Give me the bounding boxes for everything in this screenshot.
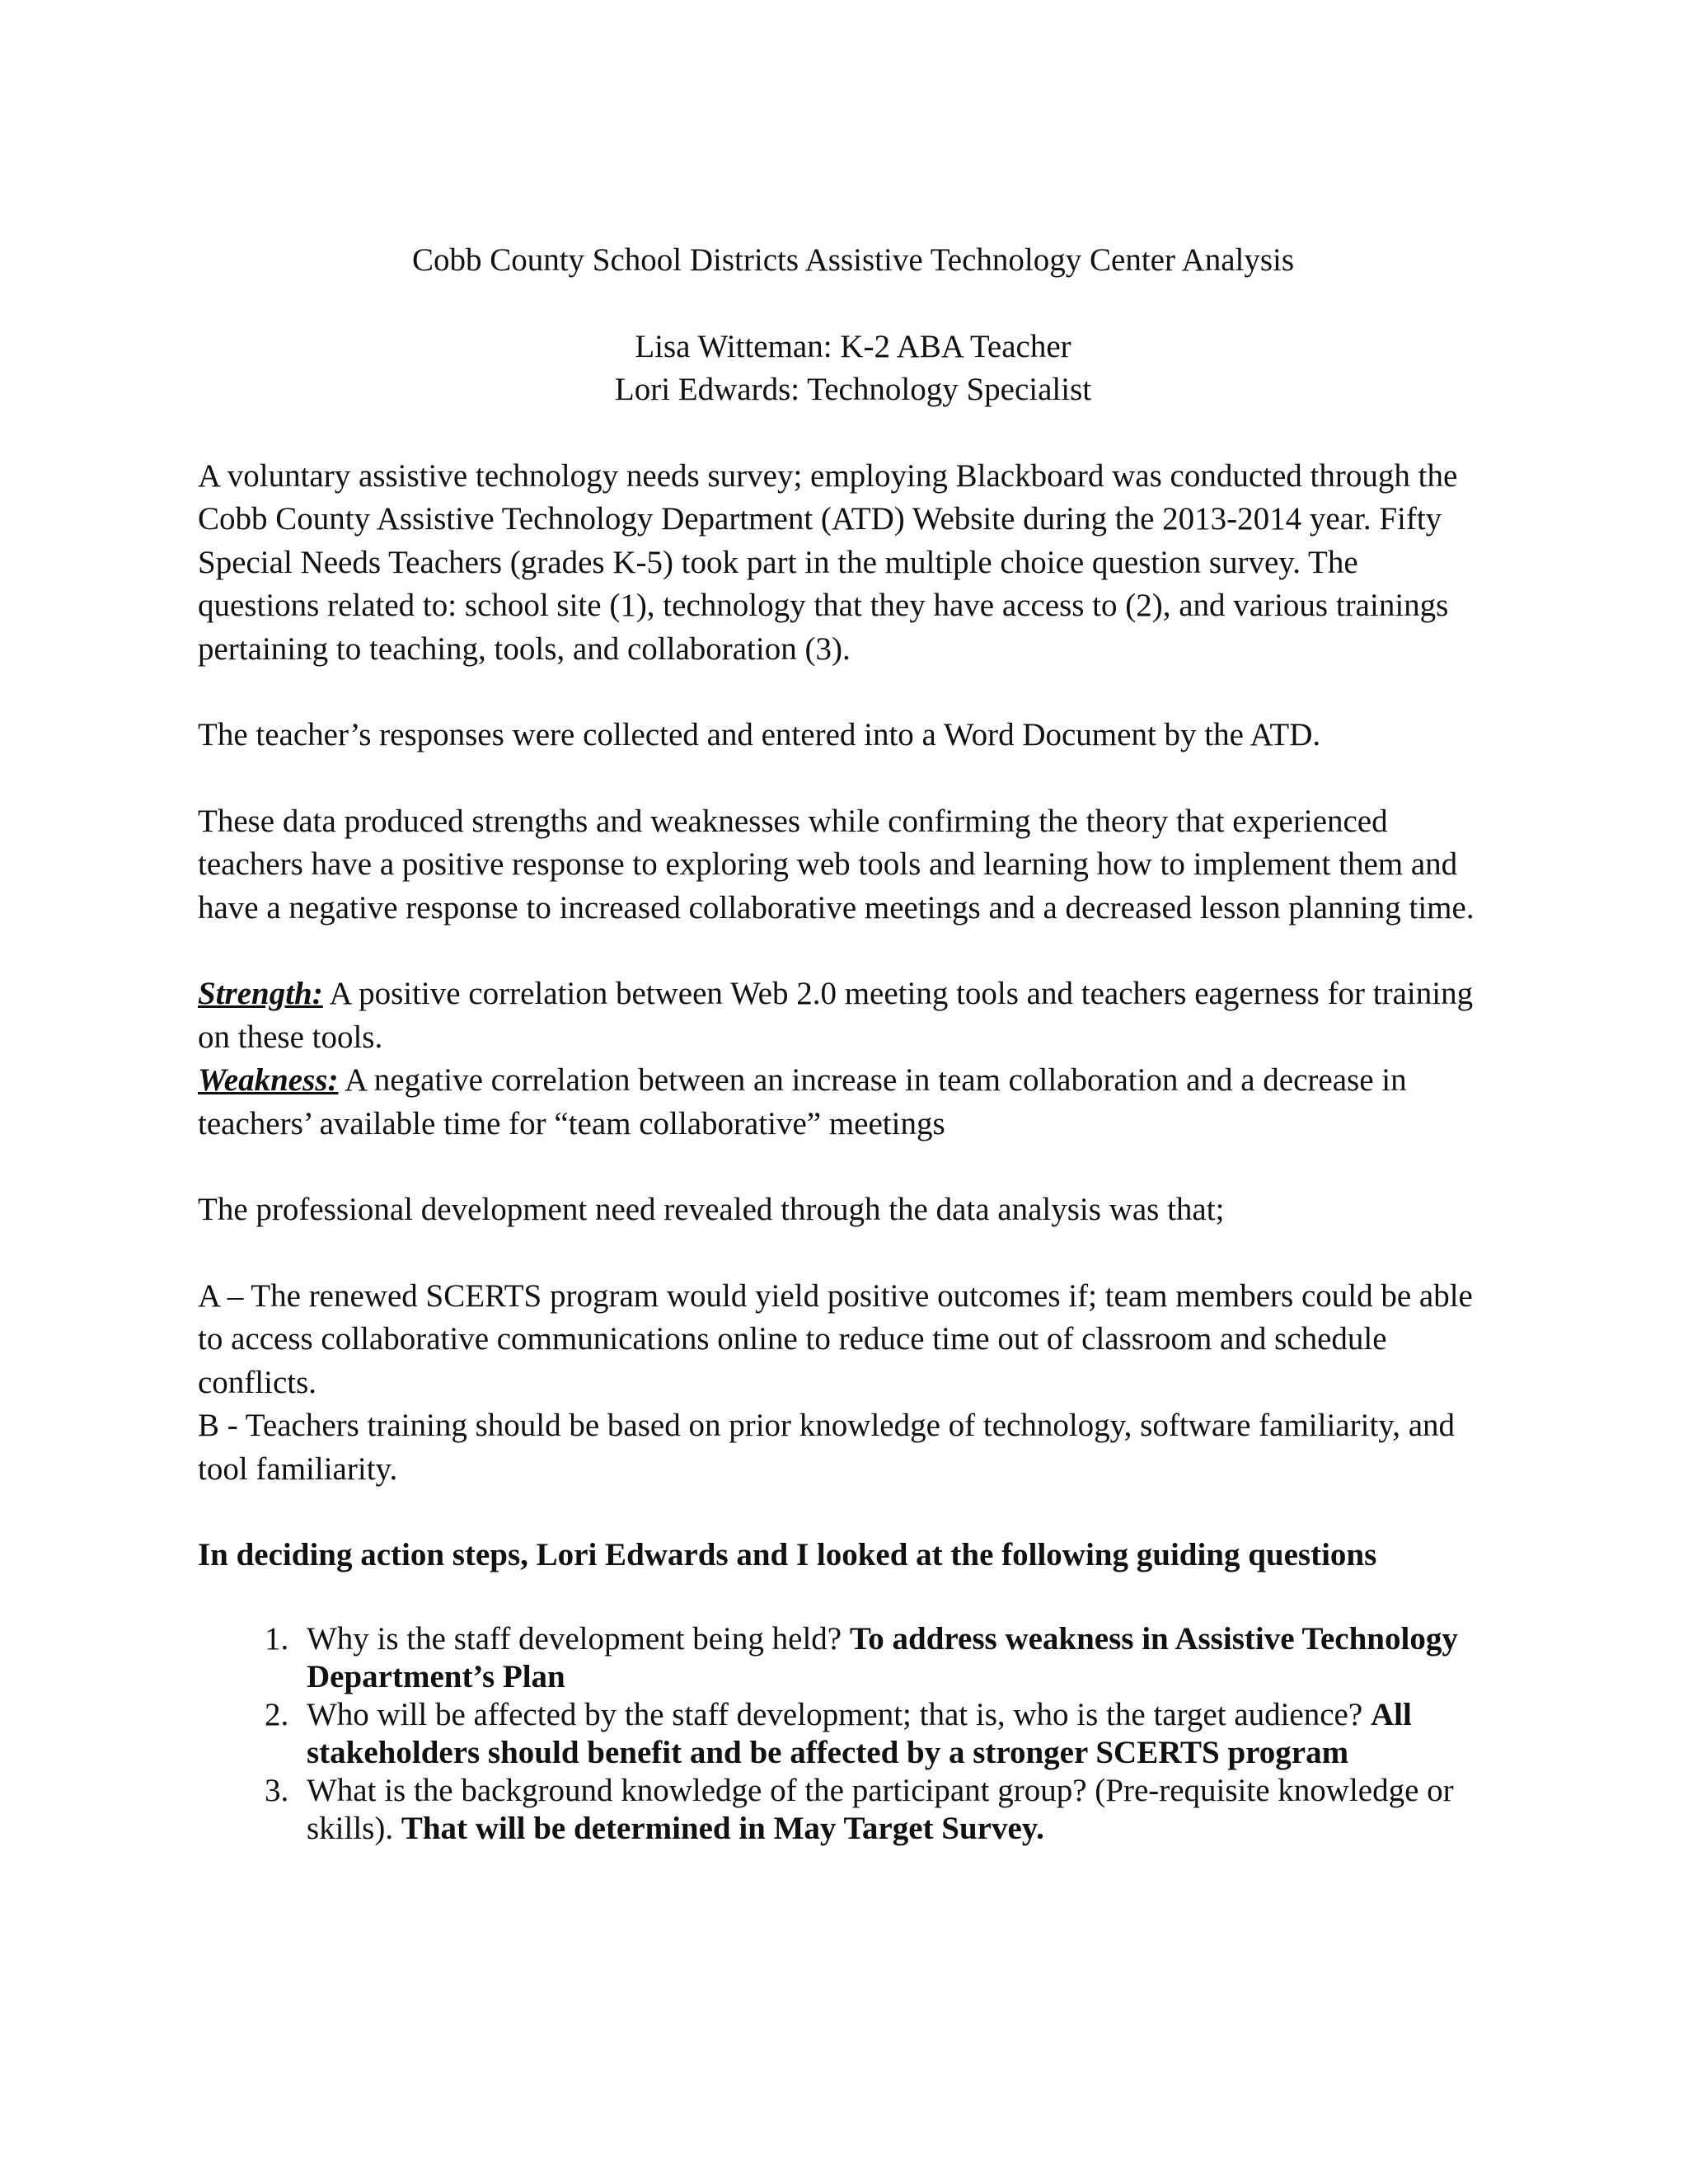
answer-text: All stakeholders should benefit and be affected by a stronger SCERTS program bbox=[307, 1696, 1412, 1770]
author-line-1: Lisa Witteman: K-2 ABA Teacher bbox=[635, 328, 1071, 364]
responses-paragraph: The teacher’s responses were collected and entered into a Word Document by the ATD. bbox=[198, 717, 1321, 752]
strength-label: Strength: bbox=[198, 976, 323, 1011]
list-item bbox=[297, 1620, 1484, 1696]
document-body bbox=[198, 239, 1484, 1848]
guiding-questions-list bbox=[198, 1620, 1484, 1848]
question-text: Why is the staff development being held? bbox=[307, 1620, 850, 1657]
strength-text: A positive correlation between Web 2.0 meeting tools and teachers eagerness for training on these tools. bbox=[198, 976, 1474, 1055]
weakness-text: A negative correlation between an increase in team collaboration and a decrease in teachers’ available time for “team collaborative” meetings bbox=[198, 1062, 1407, 1141]
guiding-questions-heading: In deciding action steps, Lori Edwards and I looked at the following guiding questions bbox=[198, 1537, 1377, 1572]
point-a: A – The renewed SCERTS program would yield positive outcomes if; team members could be able to access collaborative communications online to reduce time out of classroom and schedule conflicts. bbox=[198, 1277, 1473, 1400]
pd-intro-paragraph: The professional development need revealed through the data analysis was that; bbox=[198, 1192, 1225, 1227]
question-text: What is the background knowledge of the participant group? (Pre-requisite knowledge or skills). bbox=[307, 1772, 1454, 1846]
answer-text: That will be determined in May Target Survey. bbox=[401, 1810, 1044, 1846]
weakness-label: Weakness: bbox=[198, 1062, 339, 1098]
survey-paragraph: A voluntary assistive technology needs survey; employing Blackboard was conducted through the Cobb County Assistive Technology Department (ATD) Website during the 2013-2014 year. Fifty Special Needs Teachers (grades K-5) took part in the multiple choice question survey. The questions related to: school site (1), technology that they have access to (2), and various trainings pertaining to teaching, tools, and collaboration (3). bbox=[198, 457, 1458, 667]
answer-text: To address weakness in Assistive Technology Department’s Plan bbox=[307, 1620, 1458, 1694]
document-title: Cobb County School Districts Assistive Technology Center Analysis bbox=[411, 242, 1295, 278]
author-block bbox=[198, 326, 1484, 412]
list-item bbox=[297, 1696, 1484, 1772]
weakness-statement bbox=[198, 1059, 1484, 1146]
author-line-2: Lori Edwards: Technology Specialist bbox=[614, 372, 1092, 407]
list-item bbox=[297, 1772, 1484, 1848]
question-text: Who will be affected by the staff development; that is, who is the target audience? bbox=[307, 1696, 1371, 1732]
strength-statement bbox=[198, 972, 1484, 1059]
point-b: B - Teachers training should be based on prior knowledge of technology, software familiarity, and tool familiarity. bbox=[198, 1408, 1456, 1487]
findings-paragraph: These data produced strengths and weaknesses while confirming the theory that experienced teachers have a positive response to exploring web tools and learning how to implement them and have a negative response to increased collaborative meetings and a decreased lesson planning time. bbox=[198, 803, 1475, 926]
